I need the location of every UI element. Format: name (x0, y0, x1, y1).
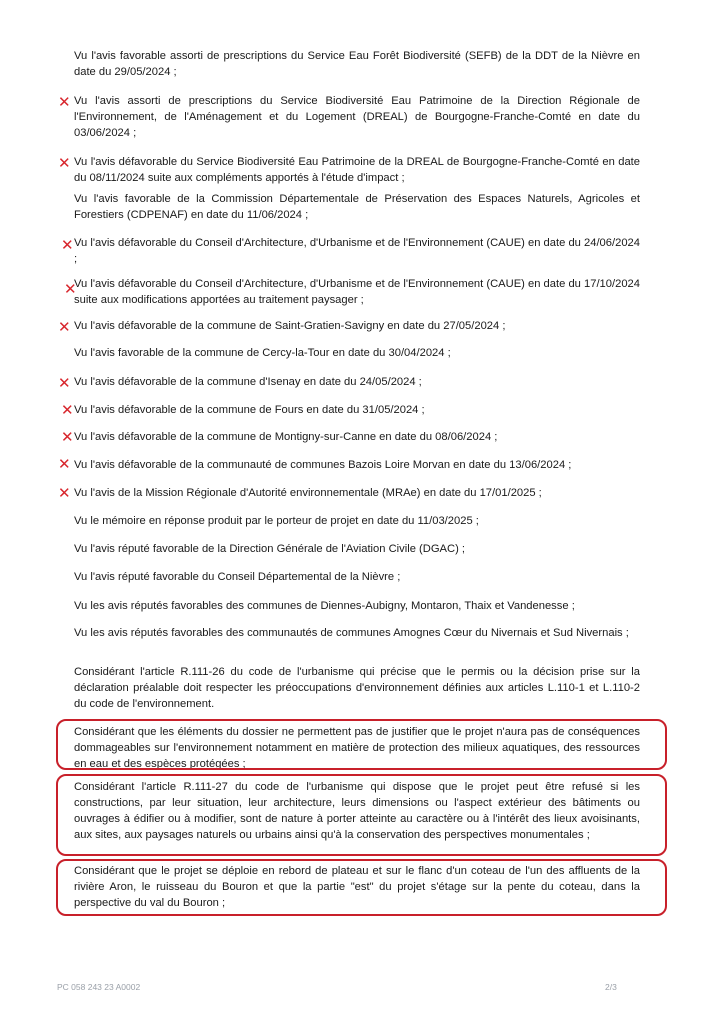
page-number: 2/3 (605, 982, 617, 992)
cross-mark-icon: ✕ (58, 455, 71, 473)
paragraph-bazois: Vu l'avis défavorable de la communauté de communes Bazois Loire Morvan en date du 13/06/2024 ; (74, 459, 572, 471)
paragraph-caue-1: Vu l'avis défavorable du Conseil d'Architecture, d'Urbanisme et de l'Environnement (CAUE) en date du 24/06/2024 ; (74, 237, 640, 265)
document-reference: PC 058 243 23 A0002 (57, 982, 141, 992)
paragraph-departement: Vu l'avis réputé favorable du Conseil Départemental de la Nièvre ; (74, 571, 401, 583)
paragraph-cercy: Vu l'avis favorable de la commune de Cercy-la-Tour en date du 30/04/2024 ; (74, 347, 451, 359)
cross-mark-icon: ✕ (61, 236, 74, 254)
cross-mark-icon: ✕ (64, 280, 77, 298)
cross-mark-icon: ✕ (58, 484, 71, 502)
paragraph-r111-27: Considérant l'article R.111-27 du code de l'urbanisme qui dispose que le projet peut être refusé si les constructions, par leur situation, leur architecture, leurs dimensions ou l'aspect extérieur des bâtiments ou ouvrages à édifier ou à modifier, sont de nature à porter atteinte au caractère ou à l'intérêt des lieux avoisinants, aux sites, aux paysages naturels ou urbains ainsi qu'à la conservation des perspectives monumentales ; (74, 781, 640, 841)
paragraph-dreal-1: Vu l'avis assorti de prescriptions du Service Biodiversité Eau Patrimoine de la Direction Régionale de l'Environnement, de l'Aménagement et du Logement (DREAL) de Bourgogne-Franche-Comté en date du 03/06/2024 ; (74, 95, 640, 139)
paragraph-fours: Vu l'avis défavorable de la commune de Fours en date du 31/05/2024 ; (74, 404, 425, 416)
paragraph-r111-26: Considérant l'article R.111-26 du code de l'urbanisme qui précise que le permis ou la décision prise sur la déclaration préalable doit respecter les préoccupations d'environnement définies aux articles L.110-1 et L.110-2 du code de l'environnement. (74, 666, 640, 710)
paragraph-isenay: Vu l'avis défavorable de la commune d'Isenay en date du 24/05/2024 ; (74, 376, 422, 388)
paragraph-dgac: Vu l'avis réputé favorable de la Direction Générale de l'Aviation Civile (DGAC) ; (74, 543, 466, 555)
cross-mark-icon: ✕ (58, 154, 71, 172)
paragraph-sefb: Vu l'avis favorable assorti de prescriptions du Service Eau Forêt Biodiversité (SEFB) de la DDT de la Nièvre en date du 29/05/2024 ; (74, 50, 640, 78)
paragraph-communautes-favorables: Vu les avis réputés favorables des communautés de communes Amognes Cœur du Nivernais et Sud Nivernais ; (74, 627, 629, 639)
paragraph-dreal-2: Vu l'avis défavorable du Service Biodiversité Eau Patrimoine de la DREAL de Bourgogne-Franche-Comté en date du 08/11/2024 suite aux compléments apportés à l'étude d'impact ; (74, 156, 640, 184)
paragraph-communes-favorables: Vu les avis réputés favorables des communes de Diennes-Aubigny, Montaron, Thaix et Vandenesse ; (74, 600, 575, 612)
paragraph-cdpenaf: Vu l'avis favorable de la Commission Départementale de Préservation des Espaces Naturels, Agricoles et Forestiers (CDPENAF) en date du 11/06/2024 ; (74, 193, 640, 221)
paragraph-memoire: Vu le mémoire en réponse produit par le porteur de projet en date du 11/03/2025 ; (74, 515, 479, 527)
highlight-box-plateau (56, 859, 667, 916)
cross-mark-icon: ✕ (58, 93, 71, 111)
paragraph-montigny: Vu l'avis défavorable de la commune de Montigny-sur-Canne en date du 08/06/2024 ; (74, 431, 498, 443)
highlight-box-r111-27 (56, 774, 667, 856)
cross-mark-icon: ✕ (58, 374, 71, 392)
paragraph-saint-gratien: Vu l'avis défavorable de la commune de Saint-Gratien-Savigny en date du 27/05/2024 ; (74, 320, 506, 332)
cross-mark-icon: ✕ (61, 428, 74, 446)
paragraph-environnement: Considérant que les éléments du dossier ne permettent pas de justifier que le projet n'aura pas de conséquences dommageables sur l'environnement notamment en matière de protection des milieux aquatiques, des ressources en eau et des espèces protégées ; (74, 726, 640, 770)
paragraph-plateau: Considérant que le projet se déploie en rebord de plateau et sur le flanc d'un coteau de l'un des affluents de la rivière Aron, le ruisseau du Bouron et que la partie "est" du projet s'étage sur la pente du coteau, dans la perspective du val du Bouron ; (74, 865, 640, 909)
paragraph-mrae: Vu l'avis de la Mission Régionale d'Autorité environnementale (MRAe) en date du 17/01/2025 ; (74, 487, 542, 499)
cross-mark-icon: ✕ (61, 401, 74, 419)
highlight-box-environnement (56, 719, 667, 770)
paragraph-caue-2: Vu l'avis défavorable du Conseil d'Architecture, d'Urbanisme et de l'Environnement (CAUE) en date du 17/10/2024 suite aux modifications apportées au traitement paysager ; (74, 278, 640, 306)
cross-mark-icon: ✕ (58, 318, 71, 336)
